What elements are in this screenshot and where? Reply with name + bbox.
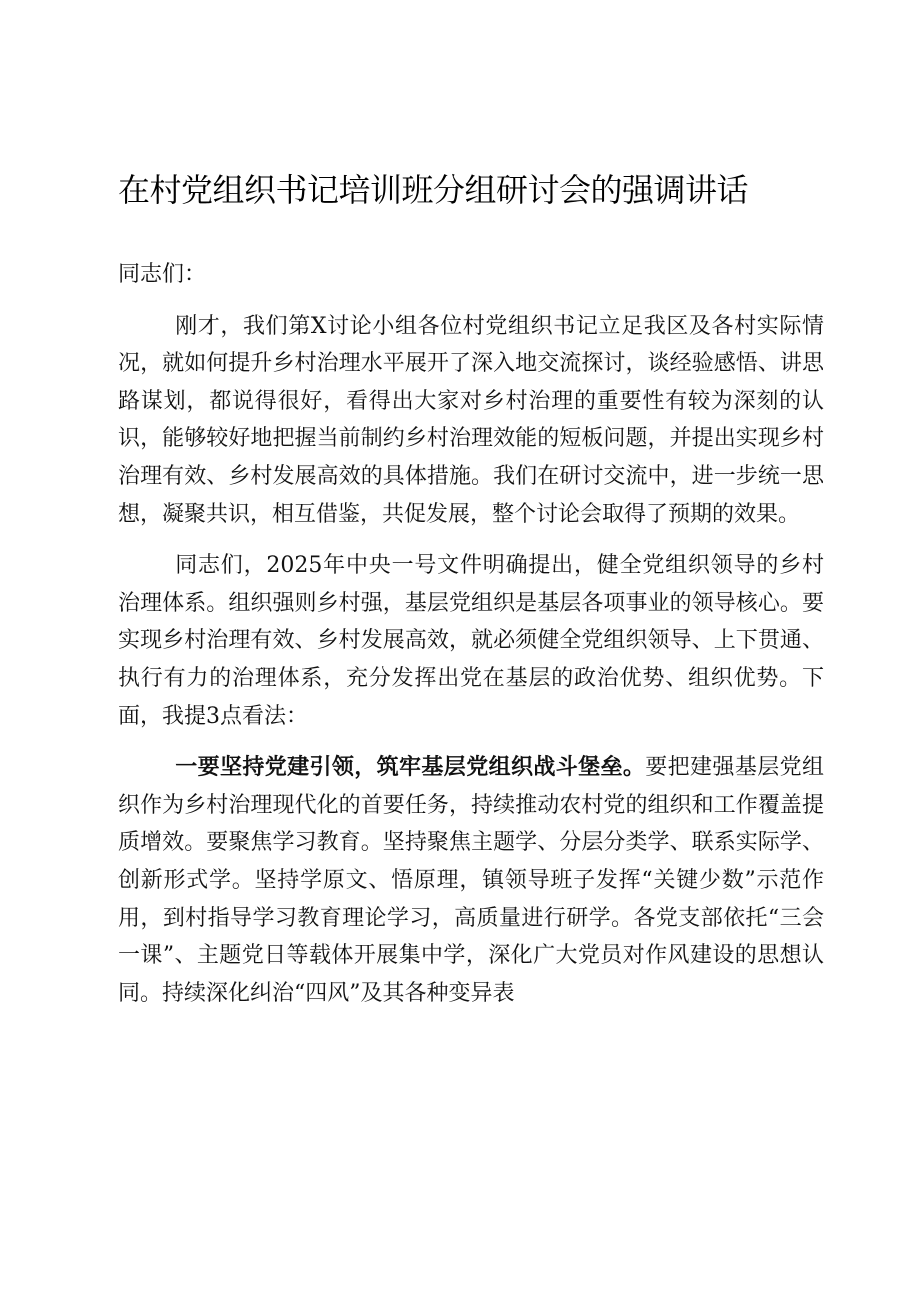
salutation: 同志们： [118, 262, 207, 287]
document-body [118, 256, 824, 1026]
paragraph-1-text: 刚才，我们第X讨论小组各位村党组织书记立足我区及各村实际情况，就如何提升乡村治理水平展开了深入地交流探讨，谈经验感悟、讲思路谋划，都说得很好，看得出大家对乡村治理的重要性有较为深刻的认识，能够较好地把握当前制约乡村治理效能的短板问题，并提出实现乡村治理有效、乡村发展高效的具体措施。我们在研讨交流中，进一步统一思想，凝聚共识，相互借鉴，共促发展，整个讨论会取得了预期的效果。 [118, 313, 824, 527]
paragraph-2 [118, 547, 824, 735]
paragraph-1 [118, 308, 824, 534]
paragraph-3-heading: 一要坚持党建引领，筑牢基层党组织战斗堡垒。 [175, 755, 646, 781]
paragraph-3-text: 要把建强基层党组织作为乡村治理现代化的首要任务，持续推动农村党的组织和工作覆盖提质增效。要聚焦学习教育。坚持聚焦主题学、分层分类学、联系实际学、创新形式学。坚持学原文、悟原理，镇领导班子发挥“关键少数”示范作用，到村指导学习教育理论学习，高质量进行研学。各党支部依托“三会一课”、主题党日等载体开展集中学，深化广大党员对作风建设的思想认同。持续深化纠治“四风”及其各种变异表 [118, 755, 824, 1006]
paragraph-2-text: 同志们，2025年中央一号文件明确提出，健全党组织领导的乡村治理体系。组织强则乡村强，基层党组织是基层各项事业的领导核心。要实现乡村治理有效、乡村发展高效，就必须健全党组织领导、上下贯通、执行有力的治理体系，充分发挥出党在基层的政治优势、组织优势。下面，我提3点看法： [118, 553, 824, 729]
document-title: 在村党组织书记培训班分组研讨会的强调讲话 [118, 171, 749, 209]
paragraph-3 [118, 749, 824, 1012]
